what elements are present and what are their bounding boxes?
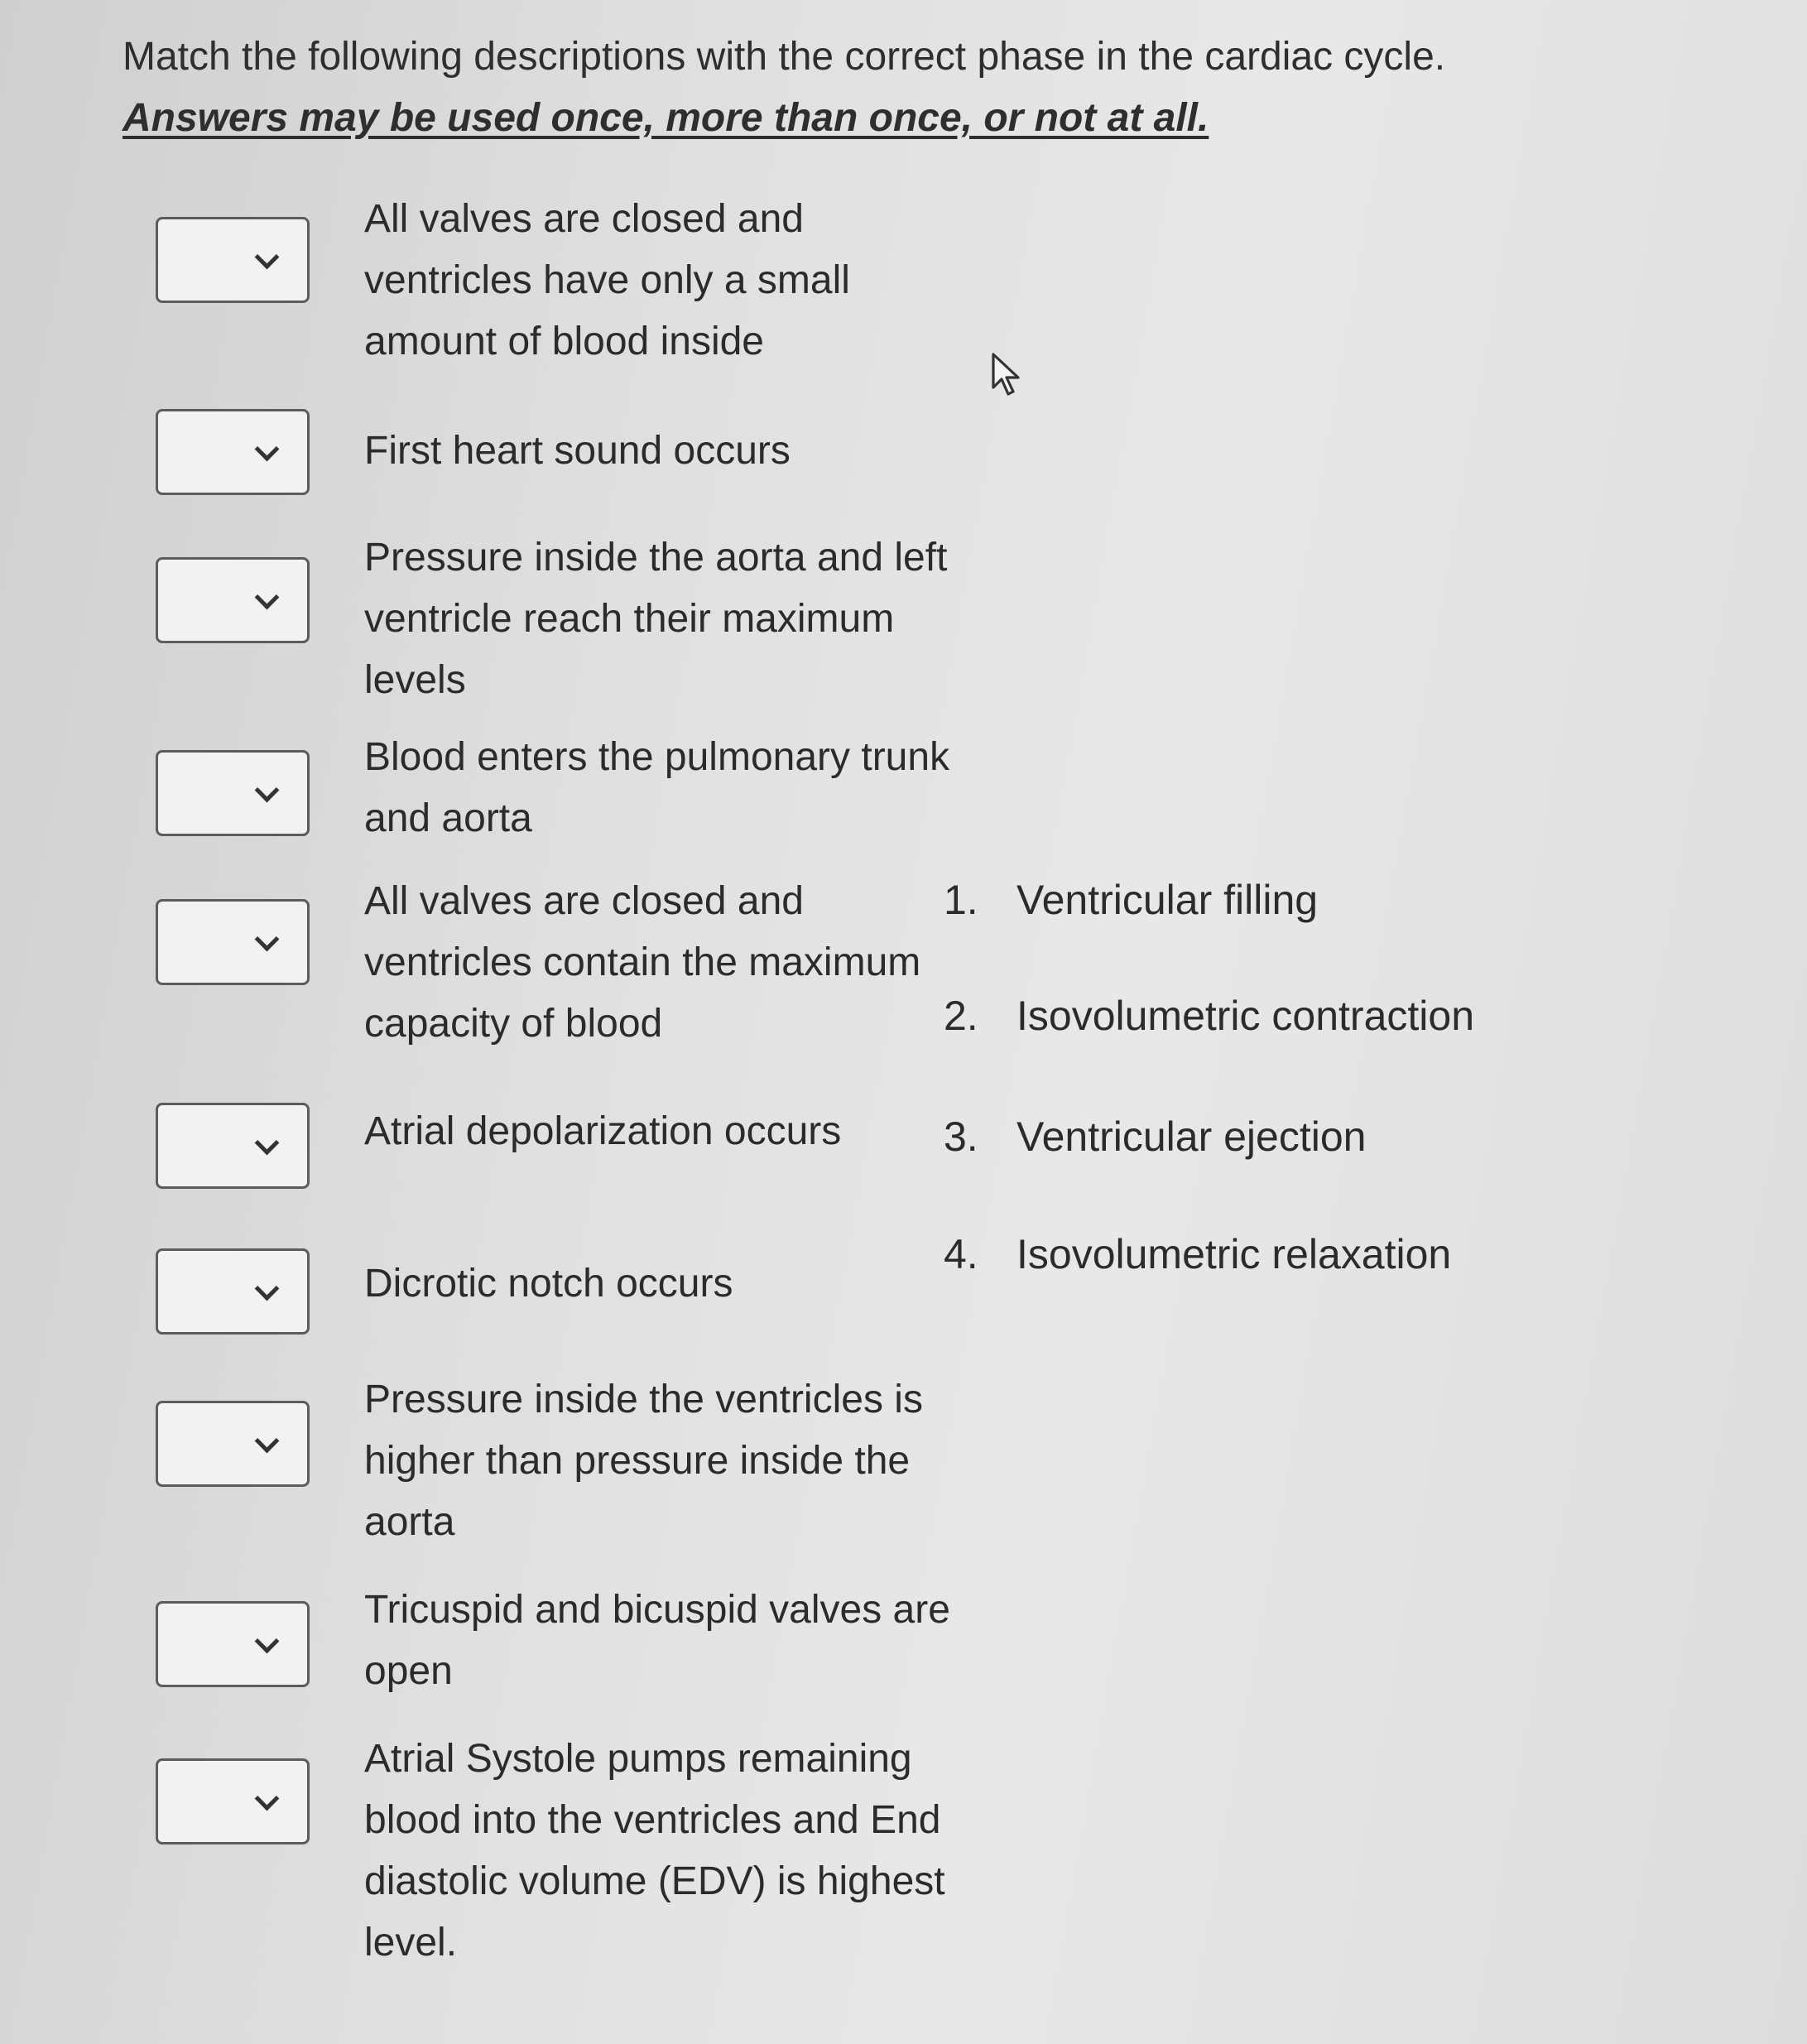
chevron-down-icon <box>255 245 280 270</box>
chevron-down-icon <box>255 1629 280 1654</box>
description: All valves are closed and ventricles have only a small amount of blood inside <box>364 197 850 363</box>
description: Tricuspid and bicuspid valves are open <box>364 1588 950 1693</box>
answer-label: Isovolumetric contraction <box>1016 993 1475 1039</box>
chevron-down-icon <box>255 437 280 462</box>
chevron-down-icon <box>255 1429 280 1454</box>
chevron-down-icon <box>255 1787 280 1811</box>
answer-number: 3. <box>944 1113 978 1160</box>
answer-label: Isovolumetric relaxation <box>1016 1231 1452 1277</box>
chevron-down-icon <box>255 927 280 952</box>
answer-label: Ventricular ejection <box>1016 1113 1367 1160</box>
answer-option <box>944 876 1318 924</box>
answer-dropdown[interactable] <box>156 409 310 495</box>
answer-dropdown[interactable] <box>156 750 310 836</box>
answer-dropdown[interactable] <box>156 1248 310 1335</box>
answer-dropdown[interactable] <box>156 1401 310 1487</box>
description: All valves are closed and ventricles contain the maximum capacity of blood <box>364 879 921 1046</box>
chevron-down-icon <box>255 1131 280 1156</box>
answer-option <box>944 1113 1366 1161</box>
answer-label: Ventricular filling <box>1016 877 1319 923</box>
chevron-down-icon <box>255 1277 280 1301</box>
description: Atrial depolarization occurs <box>364 1109 842 1153</box>
answer-dropdown[interactable] <box>156 899 310 985</box>
answer-number: 4. <box>944 1231 978 1277</box>
answer-dropdown[interactable] <box>156 1758 310 1844</box>
answer-option <box>944 1230 1451 1278</box>
instructions <box>123 26 1447 149</box>
instructions-emphasis: Answers may be used once, more than once, or not at all. <box>123 96 1209 140</box>
answer-dropdown[interactable] <box>156 1601 310 1687</box>
mouse-cursor-icon <box>990 351 1023 397</box>
answer-dropdown[interactable] <box>156 1103 310 1189</box>
description: Blood enters the pulmonary trunk and aorta <box>364 735 950 840</box>
description: Pressure inside the ventricles is higher than pressure inside the aorta <box>364 1378 923 1544</box>
chevron-down-icon <box>255 778 280 803</box>
description: Dicrotic notch occurs <box>364 1262 733 1306</box>
description: Pressure inside the aorta and left ventricle reach their maximum levels <box>364 536 948 702</box>
description: Atrial Systole pumps remaining blood into the ventricles and End diastolic volume (EDV) is highest level. <box>364 1737 945 1965</box>
chevron-down-icon <box>255 585 280 610</box>
answer-dropdown[interactable] <box>156 557 310 643</box>
description: First heart sound occurs <box>364 429 791 473</box>
answer-number: 1. <box>944 877 978 923</box>
instructions-text: Match the following descriptions with the correct phase in the cardiac cycle. <box>123 35 1446 79</box>
answer-number: 2. <box>944 993 978 1039</box>
answer-dropdown[interactable] <box>156 217 310 303</box>
answer-option <box>944 992 1474 1040</box>
